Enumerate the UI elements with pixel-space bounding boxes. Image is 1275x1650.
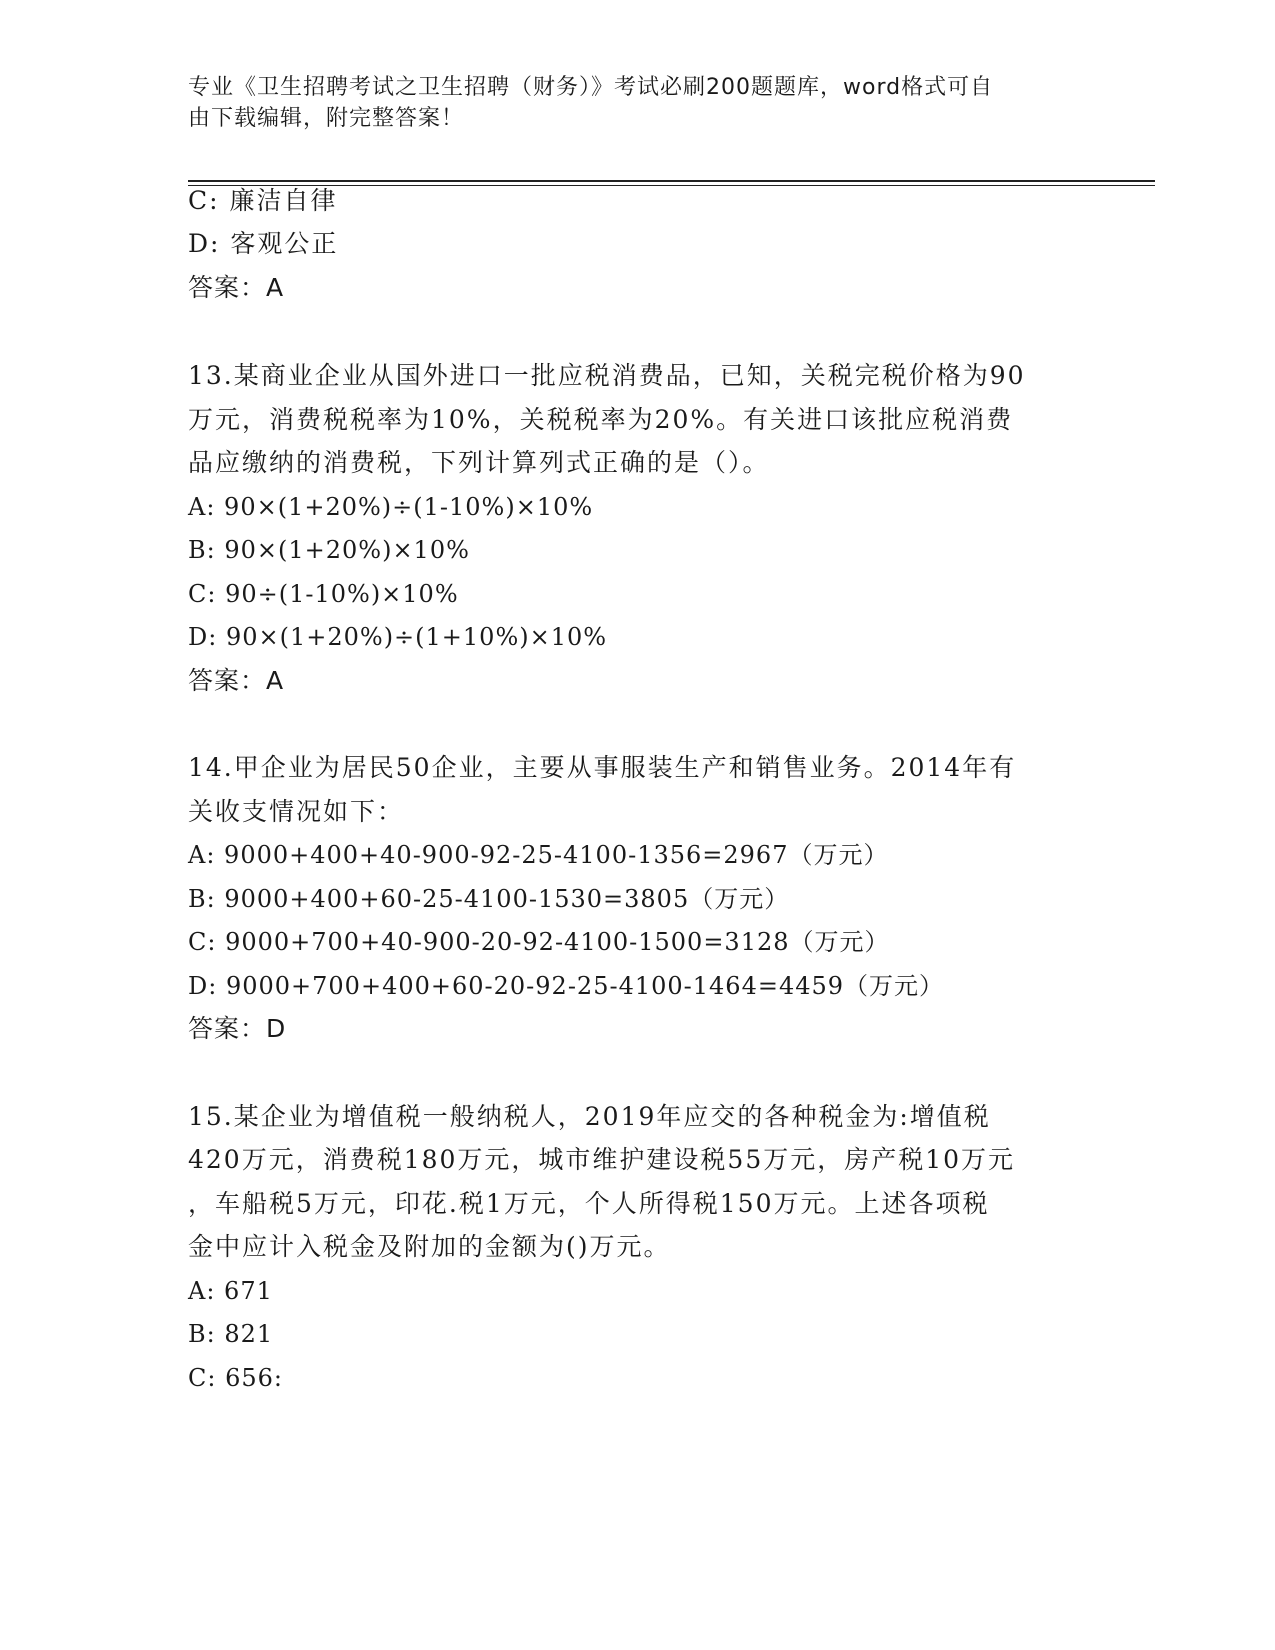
q12-answer: 答案：A: [188, 273, 285, 302]
q14-stem-line-1: 14.甲企业为居民50企业，主要从事服装生产和销售业务。2014年有: [188, 753, 1017, 782]
header-divider-thick: [188, 180, 1155, 182]
q13-answer: 答案：A: [188, 666, 285, 695]
header-line-1: 专业《卫生招聘考试之卫生招聘（财务）》考试必刷200题题库，word格式可自: [188, 75, 994, 100]
q15-stem-line-1: 15.某企业为增值税一般纳税人，2019年应交的各种税金为:增值税: [188, 1102, 991, 1131]
q12-option-d: D: 客观公正: [188, 229, 339, 258]
q14-answer: 答案：D: [188, 1014, 287, 1043]
q15-option-a: A: 671: [188, 1277, 273, 1305]
q13-option-a: A: 90×(1+20%)÷(1-10%)×10%: [188, 493, 594, 521]
q13-option-d: D: 90×(1+20%)÷(1+10%)×10%: [188, 623, 608, 651]
q15-option-b: B: 821: [188, 1320, 274, 1348]
q15-stem-line-3: ，车船税5万元，印花.税1万元，个人所得税150万元。上述各项税: [188, 1189, 990, 1218]
document-header: [188, 72, 1088, 134]
q15-stem-line-2: 420万元，消费税180万元，城市维护建设税55万元，房产税10万元: [188, 1145, 1016, 1174]
q14-option-c: C: 9000+700+40-900-20-92-4100-1500=3128（万元）: [188, 928, 890, 956]
q14-stem-line-2: 关收支情况如下：: [188, 797, 405, 826]
q13-option-c: C: 90÷(1-10%)×10%: [188, 580, 459, 608]
q12-option-c: C: 廉洁自律: [188, 186, 338, 215]
q14-option-b: B: 9000+400+60-25-4100-1530=3805（万元）: [188, 885, 790, 913]
q13-stem-line-2: 万元，消费税税率为10%，关税税率为20%。有关进口该批应税消费: [188, 405, 1014, 434]
q14-option-a: A: 9000+400+40-900-92-25-4100-1356=2967（万元）: [188, 841, 889, 869]
header-line-2: 由下载编辑，附完整答案！: [188, 106, 465, 131]
q13-option-b: B: 90×(1+20%)×10%: [188, 536, 470, 564]
q13-stem-line-1: 13.某商业企业从国外进口一批应税消费品，已知，关税完税价格为90: [188, 361, 1026, 390]
q15-stem-line-4: 金中应计入税金及附加的金额为()万元。: [188, 1232, 671, 1261]
q14-option-d: D: 9000+700+400+60-20-92-25-4100-1464=4459（万元）: [188, 972, 945, 1000]
q13-stem-line-3: 品应缴纳的消费税，下列计算列式正确的是（）。: [188, 448, 770, 477]
q15-option-c: C: 656:: [188, 1364, 283, 1392]
